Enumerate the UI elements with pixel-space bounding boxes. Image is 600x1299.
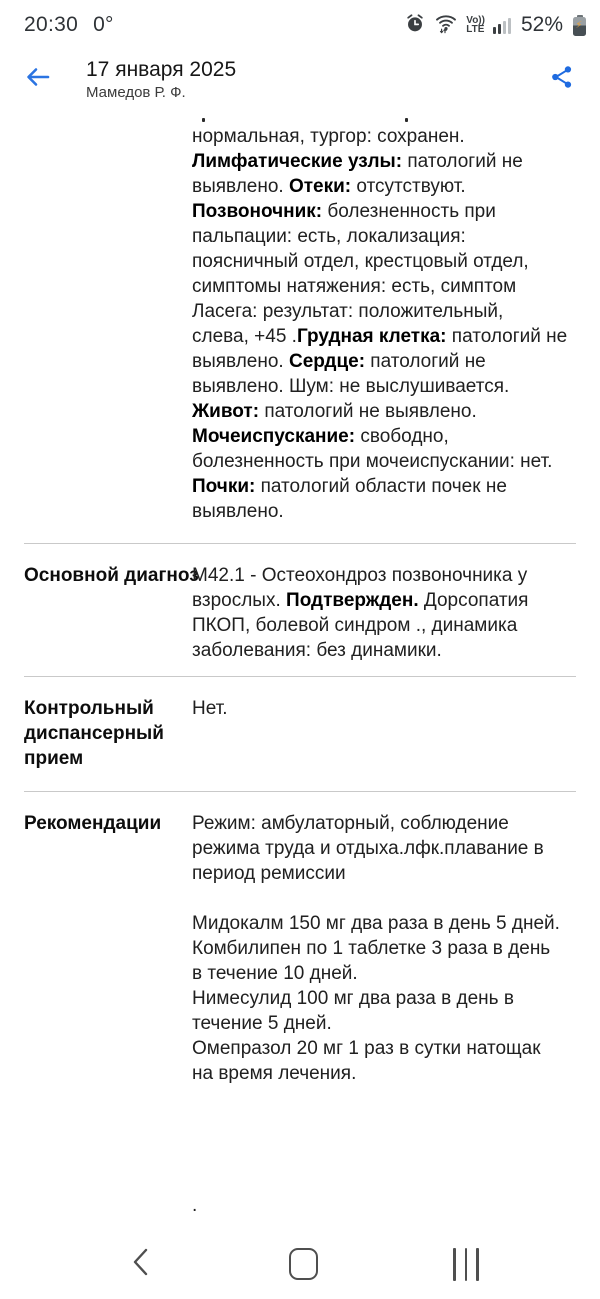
text-line: поясничный отдел, крестцовый отдел,	[192, 251, 529, 272]
section-value	[192, 811, 576, 1086]
text-line: болезненность при мочеиспускании: нет.	[192, 451, 553, 472]
battery-charging-icon: ⚡	[573, 15, 586, 36]
text-line: Нет.	[192, 698, 228, 719]
signal-strength-icon	[493, 17, 511, 34]
status-right	[404, 11, 586, 40]
text-line: Ласега: результат: положительный,	[192, 301, 504, 322]
section-value	[192, 696, 576, 771]
doc-section	[24, 696, 576, 771]
medical-record-document	[0, 112, 600, 1218]
text-line: пальпации: есть, локализация:	[192, 226, 466, 247]
nav-home-button[interactable]	[281, 1242, 325, 1286]
app-header	[0, 48, 600, 112]
battery-percent-text: 52%	[520, 13, 563, 36]
text-line: в течение 10 дней.	[192, 963, 358, 984]
text-line: Мочеиспускание: свободно,	[192, 426, 449, 447]
text-line: Почки: патологий области почек не	[192, 476, 507, 497]
text-line: выявлено. Сердце: патологий не	[192, 351, 486, 372]
text-line: течение 5 дней.	[192, 1013, 332, 1034]
text-line: симптомы натяжения: есть, симптом	[192, 276, 517, 297]
text-line: заболевания: без динамики.	[192, 640, 442, 661]
text-line: М42.1 - Остеохондроз позвоночника у	[192, 565, 528, 586]
text-line: период ремиссии	[192, 863, 346, 884]
text-line: Мидокалм 150 мг два раза в день 5 дней.	[192, 913, 560, 934]
text-line: Комбилипен по 1 таблетке 3 раза в день	[192, 938, 551, 959]
trailing-dot-line: .	[192, 1195, 198, 1216]
text-line: на время лечения.	[192, 1063, 357, 1084]
share-button[interactable]	[542, 59, 582, 99]
page-title: 17 января 2025	[86, 57, 237, 81]
doc-section	[24, 116, 576, 524]
clock-text: 20:30	[24, 13, 79, 36]
nav-recents-icon	[453, 1248, 479, 1281]
section-divider	[24, 791, 576, 792]
text-line: Живот: патологий не выявлено.	[192, 401, 477, 422]
doctor-name: Мамедов Р. Ф.	[86, 83, 186, 101]
nav-back-button[interactable]	[118, 1242, 162, 1286]
clipped-text-remnant	[192, 116, 576, 124]
android-nav-bar	[0, 1235, 600, 1299]
section-label: Основной диагноз	[24, 565, 199, 586]
text-line: Лимфатические узлы: патологий не	[192, 151, 523, 172]
wifi-arrows-icon	[434, 11, 458, 40]
nav-recents-button[interactable]	[444, 1242, 488, 1286]
back-arrow-icon	[24, 63, 52, 96]
text-line: Омепразол 20 мг 1 раз в сутки натощак	[192, 1038, 541, 1059]
section-value	[192, 116, 576, 524]
nav-home-icon	[289, 1248, 318, 1280]
section-divider	[24, 676, 576, 677]
header-titles	[86, 57, 542, 102]
share-icon	[549, 64, 575, 95]
section-label	[24, 116, 192, 524]
text-line: Режим: амбулаторный, соблюдение	[192, 813, 509, 834]
text-line: слева, +45 .Грудная клетка: патологий не	[192, 326, 568, 347]
text-line: выявлено.	[192, 501, 284, 522]
text-line: режима труда и отдыха.лфк.плавание в	[192, 838, 544, 859]
doc-section	[24, 563, 576, 663]
doc-section	[24, 811, 576, 1086]
text-line: выявлено. Отеки: отсутствуют.	[192, 176, 466, 197]
text-line: взрослых. Подтвержден. Дорсопатия	[192, 590, 529, 611]
section-value	[192, 563, 576, 663]
text-line: выявлено. Шум: не выслушивается.	[192, 376, 510, 397]
status-bar	[0, 0, 600, 48]
alarm-icon	[404, 12, 426, 39]
text-line: Позвоночник: болезненность при	[192, 201, 496, 222]
temperature-text: 0°	[93, 13, 114, 36]
section-divider	[24, 543, 576, 544]
paragraph-gap	[192, 886, 576, 911]
status-left	[24, 13, 114, 37]
text-line: ПКОП, болевой синдром ., динамика	[192, 615, 518, 636]
back-button[interactable]	[18, 59, 58, 99]
volte-icon: Vo)) LTE	[466, 15, 485, 35]
section-label: Рекомендации	[24, 813, 162, 834]
text-line: нормальная, тургор: сохранен.	[192, 126, 465, 147]
nav-back-icon	[132, 1247, 149, 1282]
section-label: Контрольный диспансерный прием	[24, 698, 164, 769]
text-line: Нимесулид 100 мг два раза в день в	[192, 988, 514, 1009]
